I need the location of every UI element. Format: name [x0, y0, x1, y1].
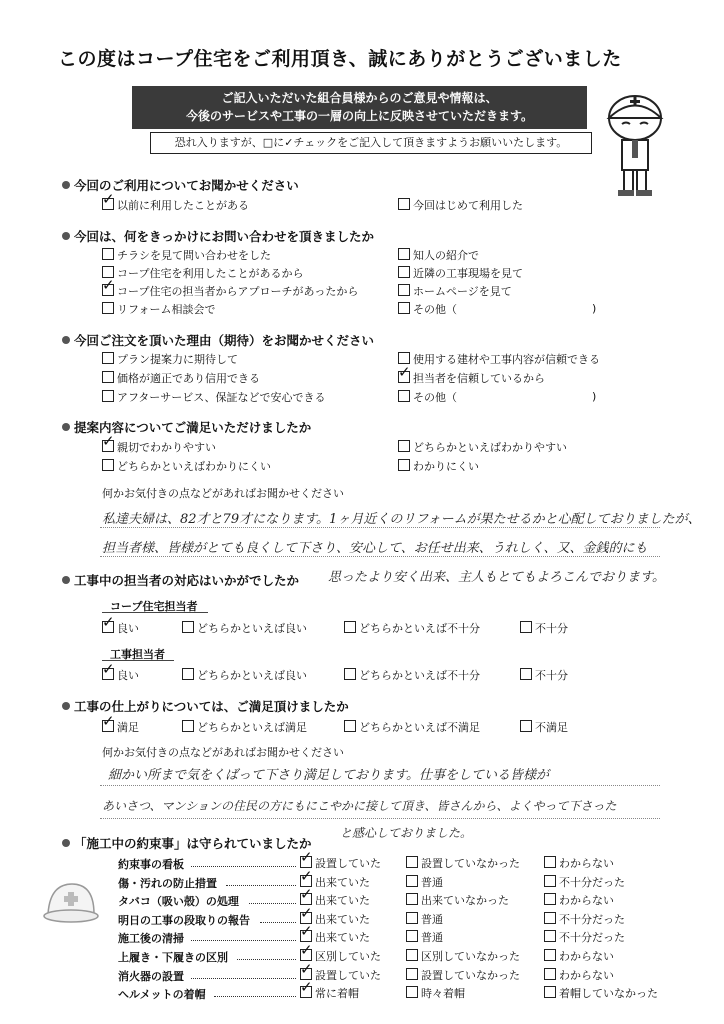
q4-option[interactable]: どちらかといえばわかりやすい — [398, 440, 567, 455]
checkbox-checked[interactable] — [102, 621, 114, 633]
promise-option-a[interactable]: ✓ 出来ていた — [300, 893, 370, 908]
bullet-icon — [62, 181, 70, 189]
checkbox[interactable] — [398, 248, 410, 260]
q2-option[interactable]: コープ住宅を利用したことがあるから — [102, 266, 303, 281]
checkbox-checked[interactable] — [300, 986, 312, 998]
q5-title: 工事中の担当者の対応はいかがでしたか — [62, 571, 299, 589]
checkbox[interactable] — [102, 302, 114, 314]
checkbox[interactable] — [102, 371, 114, 383]
checkbox[interactable] — [544, 986, 556, 998]
paren-close: ) — [592, 302, 597, 315]
checkbox-checked[interactable] — [102, 198, 114, 210]
promise-option-a[interactable]: ✓ 常に着帽 — [300, 986, 359, 1001]
q6-option[interactable]: 不満足 — [520, 720, 568, 735]
checkbox[interactable] — [406, 875, 418, 887]
underline — [102, 612, 208, 613]
worker-mascot-illustration — [600, 88, 670, 198]
checkbox[interactable] — [406, 893, 418, 905]
q3-option-other[interactable]: その他（ — [398, 390, 457, 405]
checkbox[interactable] — [344, 668, 356, 680]
q1-option-1[interactable]: ✓以前に利用したことがある — [102, 198, 249, 213]
handwritten-comment-1: 私達夫婦は、82才と79才になります。1ヶ月近くのリフォームが果たせるかと心配しておりましたが、 — [102, 512, 701, 527]
promise-option-a[interactable]: ✓ 出来ていた — [300, 912, 370, 927]
promise-option-a[interactable]: ✓ 設置していた — [300, 968, 381, 983]
checkbox[interactable] — [398, 198, 410, 210]
q6-option[interactable]: どちらかといえば満足 — [182, 720, 307, 735]
q2-title: 今回は、何をきっかけにお問い合わせを頂きましたか — [62, 227, 374, 245]
promise-option-b[interactable]: 出来ていなかった — [406, 893, 509, 908]
dotted-leader — [237, 959, 296, 960]
promise-row-label: 上履き・下履きの区別 — [118, 951, 228, 964]
handwritten-comment-4: 細かい所まで気をくばって下さり満足しております。仕事をしている皆様が — [108, 768, 549, 783]
bullet-icon — [62, 336, 70, 344]
helmet-illustration — [42, 878, 100, 926]
checkbox-checked[interactable] — [398, 371, 410, 383]
promise-option-c[interactable]: 不十分だった — [544, 930, 625, 945]
checkbox[interactable] — [406, 930, 418, 942]
checkbox[interactable] — [398, 302, 410, 314]
promise-option-b[interactable]: 普通 — [406, 930, 443, 945]
handwritten-comment-6: と感心しておりました。 — [340, 826, 473, 840]
checkbox[interactable] — [344, 720, 356, 732]
promise-option-c[interactable]: わからない — [544, 893, 614, 908]
comment-line — [100, 556, 660, 557]
promise-row-label: 明日の工事の段取りの報告 — [118, 913, 250, 927]
q5a-option[interactable]: ✓良い — [102, 621, 139, 636]
dotted-leader — [214, 996, 296, 997]
promise-row-label: 約束事の看板 — [118, 858, 184, 871]
handwritten-comment-3: 思ったより安く出来、主人もとてもよろこんでおります。 — [328, 570, 665, 585]
checkbox[interactable] — [520, 668, 532, 680]
promise-option-c[interactable]: 不十分だった — [544, 912, 625, 927]
promise-option-a[interactable]: ✓ 出来ていた — [300, 875, 370, 890]
q5b-option[interactable]: どちらかといえば不十分 — [344, 668, 480, 683]
checkbox-checked[interactable] — [102, 440, 114, 452]
checkbox-checked[interactable] — [102, 668, 114, 680]
q3-title: 今回ご注文を頂いた理由（期待）をお聞かせください — [62, 331, 374, 349]
checkbox[interactable] — [102, 248, 114, 260]
promise-option-b[interactable]: 区別していなかった — [406, 949, 520, 964]
handwritten-comment-2: 担当者様、皆様がとても良くして下さり、安心して、お任せ出来、うれしく、又、金銭的にも — [102, 541, 648, 556]
q2-option[interactable]: ホームページを見て — [398, 284, 512, 299]
checkbox[interactable] — [398, 459, 410, 471]
checkbox[interactable] — [406, 912, 418, 924]
paren-close: ) — [592, 390, 597, 403]
checkbox[interactable] — [102, 352, 114, 364]
q5b-option[interactable]: 不十分 — [520, 668, 568, 683]
q7-title: 「施工中の約束事」は守られていましたか — [62, 834, 312, 852]
dotted-leader — [249, 903, 297, 904]
q4-option[interactable]: わかりにくい — [398, 459, 479, 474]
checkbox[interactable] — [544, 930, 556, 942]
q3-option[interactable]: ✓担当者を信頼しているから — [398, 371, 545, 386]
q6-option[interactable]: ✓満足 — [102, 720, 139, 735]
checkbox[interactable] — [182, 720, 194, 732]
q1-title: 今回のご利用についてお聞かせください — [62, 176, 299, 194]
q4-title: 提案内容についてご満足いただけましたか — [62, 418, 311, 436]
bullet-icon — [62, 423, 70, 431]
q2-option[interactable]: リフォーム相談会で — [102, 302, 215, 317]
promise-option-c[interactable]: わからない — [544, 968, 614, 983]
dotted-leader — [226, 885, 297, 886]
dotted-leader — [191, 866, 296, 867]
checkbox[interactable] — [520, 720, 532, 732]
checkbox[interactable] — [182, 621, 194, 633]
q4-option[interactable]: ✓親切でわかりやすい — [102, 440, 216, 455]
comment-line — [100, 785, 660, 786]
q2-option[interactable]: 近隣の工事現場を見て — [398, 266, 523, 281]
checkbox[interactable] — [406, 968, 418, 980]
q1-option-2[interactable]: 今回はじめて利用した — [398, 198, 523, 213]
checkbox[interactable] — [102, 459, 114, 471]
bullet-icon — [62, 702, 70, 710]
comment-label: 何かお気付きの点などがあればお聞かせください — [102, 487, 344, 500]
comment-line — [100, 527, 660, 528]
q5b-option[interactable]: ✓良い — [102, 668, 139, 683]
construction-staff-label: 工事担当者 — [110, 648, 165, 661]
promise-option-c[interactable]: 不十分だった — [544, 875, 625, 890]
checkbox[interactable] — [182, 668, 194, 680]
promise-row-label: ヘルメットの着帽 — [118, 988, 206, 1002]
dotted-leader — [191, 940, 296, 941]
checkbox[interactable] — [406, 856, 418, 868]
q2-option[interactable]: 知人の紹介で — [398, 248, 479, 263]
checkbox-checked[interactable] — [102, 720, 114, 732]
promise-option-a[interactable]: ✓ 設置していた — [300, 856, 381, 871]
bullet-icon — [62, 839, 70, 847]
checkbox[interactable] — [344, 621, 356, 633]
checkbox[interactable] — [398, 266, 410, 278]
promise-option-a[interactable]: ✓ 区別していた — [300, 949, 381, 964]
page-title: この度はコープ住宅をご利用頂き、誠にありがとうございました — [58, 48, 622, 70]
comment-line — [100, 818, 660, 819]
promise-option-b[interactable]: 普通 — [406, 875, 443, 890]
checkbox[interactable] — [406, 949, 418, 961]
checkbox[interactable] — [544, 968, 556, 980]
q2-option-other[interactable]: その他（ — [398, 302, 457, 317]
q6-option[interactable]: どちらかといえば不満足 — [344, 720, 480, 735]
checkbox[interactable] — [544, 949, 556, 961]
q2-option[interactable]: チラシを見て問い合わせをした — [102, 248, 271, 263]
checkbox[interactable] — [398, 284, 410, 296]
q3-option[interactable]: アフターサービス、保証などで安心できる — [102, 390, 326, 405]
bullet-icon — [62, 576, 70, 584]
checkbox[interactable] — [102, 390, 114, 402]
banner-line-1: ご記入いただいた組合員様からのご意見や情報は、 — [221, 91, 498, 105]
checkbox[interactable] — [520, 621, 532, 633]
checkbox[interactable] — [544, 912, 556, 924]
checkbox[interactable] — [544, 856, 556, 868]
banner-line-2: 今後のサービスや工事の一層の向上に反映させていただきます。 — [185, 109, 534, 123]
q5a-option[interactable]: 不十分 — [520, 621, 568, 636]
q6-title: 工事の仕上がりについては、ご満足頂けましたか — [62, 697, 349, 715]
q3-option[interactable]: 使用する建材や工事内容が信頼できる — [398, 352, 600, 367]
promise-row-label: 消火器の設置 — [118, 969, 184, 983]
promise-option-a[interactable]: ✓ 出来ていた — [300, 930, 370, 945]
promise-row-label: タバコ（吸い殻）の処理 — [118, 895, 239, 909]
dotted-leader — [260, 922, 296, 923]
dotted-leader — [191, 978, 296, 979]
promise-option-b[interactable]: 時々着帽 — [406, 986, 465, 1001]
info-banner — [132, 86, 587, 129]
promise-option-b[interactable]: 普通 — [406, 912, 443, 927]
q5a-option[interactable]: どちらかといえば良い — [182, 621, 307, 636]
handwritten-comment-5: あいさつ、マンションの住民の方にもにこやかに接して頂き、皆さんから、よくやって下さった — [102, 799, 617, 813]
checkbox[interactable] — [544, 893, 556, 905]
checkbox[interactable] — [406, 986, 418, 998]
q5b-option[interactable]: どちらかといえば良い — [182, 668, 307, 683]
promise-option-b[interactable]: 設置していなかった — [406, 856, 520, 871]
promise-option-c[interactable]: わからない — [544, 856, 614, 871]
request-note: 恐れ入りますが、□に✓チェックをご記入して頂きますようお願いいたします。 — [150, 132, 592, 154]
promise-option-b[interactable]: 設置していなかった — [406, 968, 520, 983]
q4-option[interactable]: どちらかといえばわかりにくい — [102, 459, 271, 474]
q3-option[interactable]: 価格が適正であり信用できる — [102, 371, 260, 386]
checkbox-checked[interactable] — [102, 284, 114, 296]
comment-label: 何かお気付きの点などがあればお聞かせください — [102, 746, 344, 759]
q5a-option[interactable]: どちらかといえば不十分 — [344, 621, 480, 636]
promise-option-c[interactable]: 着帽していなかった — [544, 986, 658, 1001]
checkbox[interactable] — [544, 875, 556, 887]
checkbox[interactable] — [398, 390, 410, 402]
promise-option-c[interactable]: わからない — [544, 949, 614, 964]
q2-option[interactable]: ✓コープ住宅の担当者からアプローチがあったから — [102, 284, 358, 299]
promise-row-label: 傷・汚れの防止措置 — [118, 876, 217, 890]
coop-staff-label: コープ住宅担当者 — [110, 600, 198, 613]
bullet-icon — [62, 232, 70, 240]
promise-row-label: 施工後の清掃 — [118, 932, 184, 946]
q3-option[interactable]: プラン提案力に期待して — [102, 352, 238, 367]
checkbox[interactable] — [398, 440, 410, 452]
